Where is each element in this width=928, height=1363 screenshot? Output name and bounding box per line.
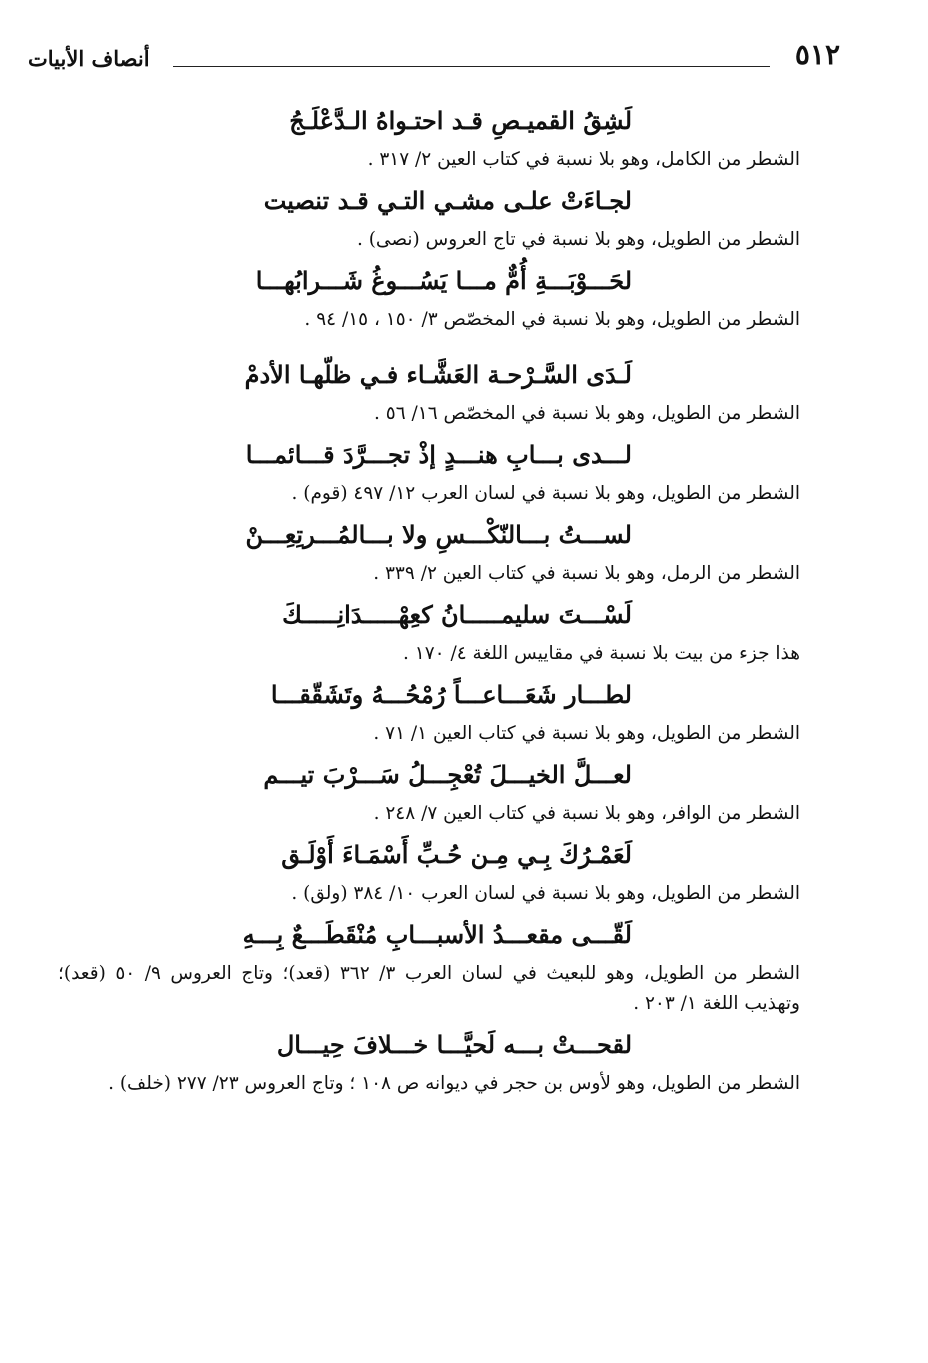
running-title: أنصاف الأبيات <box>28 46 150 71</box>
verse-note: الشطر من الطويل، وهو بلا نسبة في المخصّص ٣/ ١٥٠ ، ١٥/ ٩٤ . <box>304 309 800 330</box>
entry-10 <box>58 837 800 917</box>
spacer <box>58 343 800 357</box>
verse-line: لَسْـــتَ سليمـــــانُ كعِهْـــــدَانِـــــكَ <box>282 600 632 629</box>
page-number: ٥١٢ <box>794 38 840 71</box>
verse-note: الشطر من الطويل، وهو بلا نسبة في المخصّص ١٦/ ٥٦ . <box>374 403 800 424</box>
verse-line: لَقّـــى مقعـــدُ الأسبـــابِ مُنْقَطَـــعٌ بِـــهِ <box>242 920 632 949</box>
header-rule <box>173 66 770 67</box>
verse-line: لَشِقُ القميـصِ قـد احتـواهُ الـدَّعْلَـجُ <box>289 106 632 135</box>
verse-line: لعـــلَّ الخيـــلَ تُعْجِـــلُ سَـــرْبَ تيـــم <box>263 760 632 789</box>
verse-note: الشطر من الطويل، وهو بلا نسبة في كتاب العين ١/ ٧١ . <box>373 723 800 744</box>
verse-line: لـــدى بـــابِ هنـــدٍ إذْ تجـــرَّدَ قـــائمـــا <box>245 440 632 469</box>
verse-line: لطـــار شَعَـــاعـــاً رُمْحُـــهُ وتَشَقّقـــا <box>270 680 632 709</box>
entry-12 <box>58 1027 800 1107</box>
page-header <box>28 38 840 78</box>
verse-note: هذا جزء من بيت بلا نسبة في مقاييس اللغة ٤/ ١٧٠ . <box>403 643 800 664</box>
verse-note: الشطر من الوافر، وهو بلا نسبة في كتاب العين ٧/ ٢٤٨ . <box>373 803 800 824</box>
entry-7 <box>58 597 800 677</box>
verse-line: لَـدَى السَّـرْحـة العَشَّـاء فـي ظلّهـا الأدمْ <box>244 360 632 389</box>
verse-line: لســـتُ بـــالنّكْـــسِ ولا بـــالمُـــرتِعِـــنْ <box>245 520 632 549</box>
entry-1 <box>58 103 800 183</box>
entry-11 <box>58 917 800 1027</box>
entry-9 <box>58 757 800 837</box>
verse-line: لحَـــوْبَـــةِ أُمٌّ مـــا يَسُـــوغُ شَـــرابُهـــا <box>255 266 632 295</box>
entry-6 <box>58 517 800 597</box>
entry-4 <box>58 357 800 437</box>
verse-note: الشطر من الطويل، وهو للبعيث في لسان العرب ٣/ ٣٦٢ (قعد)؛ وتاج العروس ٩/ ٥٠ (قعد)؛ وتهذيب اللغة ١/ ٢٠٣ . <box>58 963 800 1014</box>
entry-5 <box>58 437 800 517</box>
verse-note: الشطر من الطويل، وهو بلا نسبة في لسان العرب ١٢/ ٤٩٧ (قوم) . <box>291 483 800 504</box>
verse-note: الشطر من الرمل، وهو بلا نسبة في كتاب العين ٢/ ٣٣٩ . <box>373 563 800 584</box>
verse-note: الشطر من الطويل، وهو بلا نسبة في لسان العرب ١٠/ ٣٨٤ (ولق) . <box>291 883 800 904</box>
entry-2 <box>58 183 800 263</box>
verse-note: الشطر من الطويل، وهو بلا نسبة في تاج العروس (نصى) . <box>356 229 800 250</box>
entries-list <box>58 103 800 1107</box>
entry-8 <box>58 677 800 757</box>
verse-line: لَعَمْـرُكَ بِـي مِـن حُـبِّ أَسْمَـاءَ أَوْلَـق <box>281 840 632 869</box>
verse-note: الشطر من الكامل، وهو بلا نسبة في كتاب العين ٢/ ٣١٧ . <box>367 149 800 170</box>
verse-note: الشطر من الطويل، وهو لأوس بن حجر في ديوانه ص ١٠٨ ؛ وتاج العروس ٢٣/ ٢٧٧ (خلف) . <box>108 1073 800 1094</box>
verse-line: لجـاءَتْ علـى مشـي التـي قـد تنصيت <box>263 186 632 215</box>
entry-3 <box>58 263 800 343</box>
verse-line: لقحـــتْ بـــه لَحيَّـــا خـــلافَ حِيـــال <box>276 1030 632 1059</box>
